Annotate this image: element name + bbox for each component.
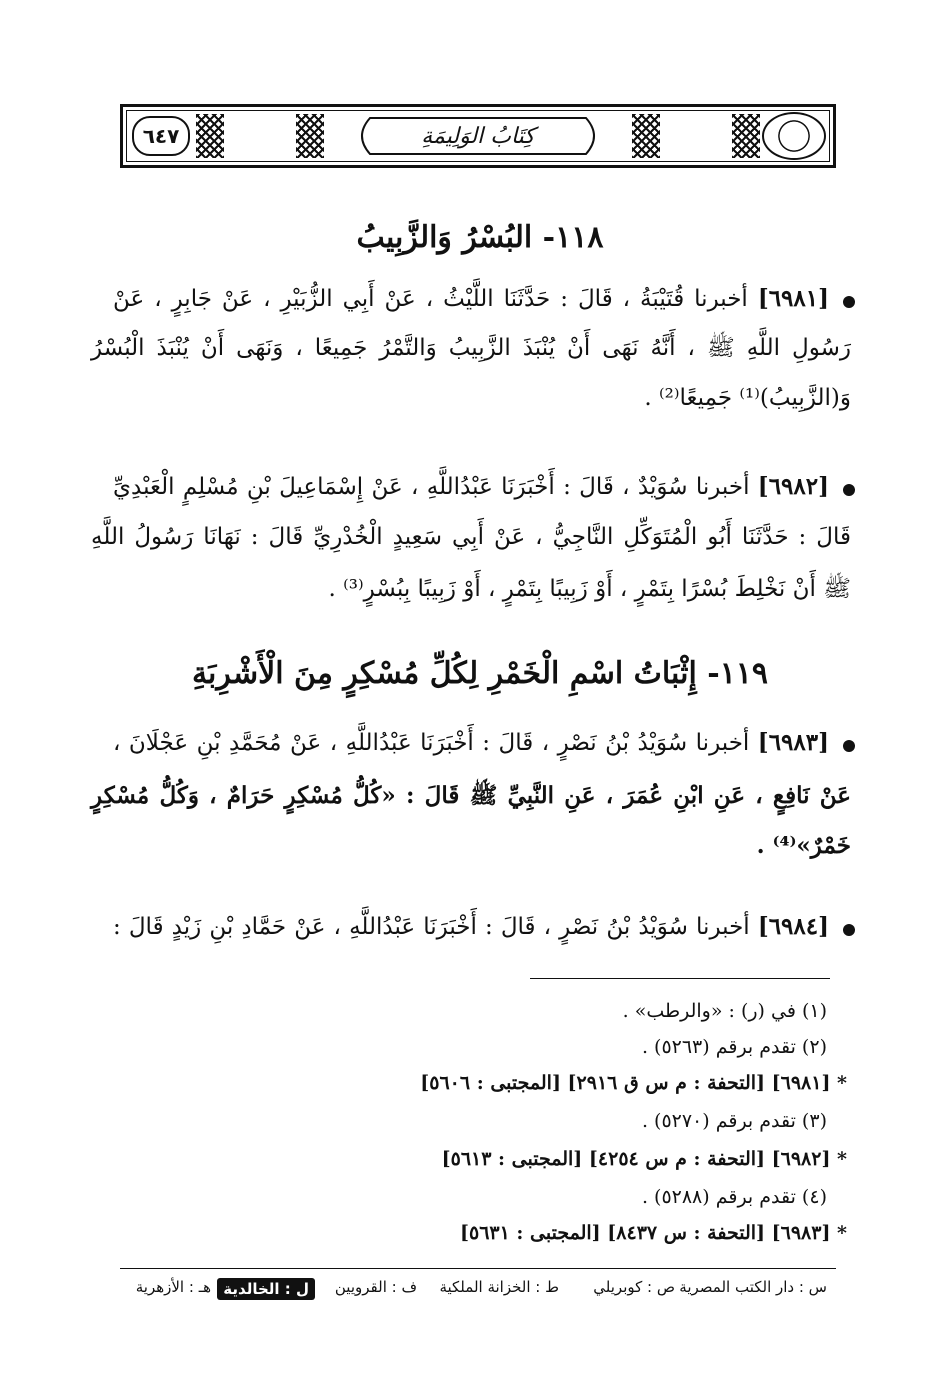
hadith-line: خَمْرٌ»⁽⁴⁾ . bbox=[756, 832, 851, 859]
hadith-number: [٦٩٨٢] bbox=[757, 473, 829, 500]
page-header bbox=[120, 104, 836, 168]
hadith-line bbox=[113, 731, 829, 755]
footnote: (١) في (ر) : «والرطب» . bbox=[622, 1000, 827, 1022]
hadith-text: أخبرنا سُوَيْدُ بْنُ نَصْرٍ ، قَالَ : أَخْبَرَنَا عَبْدُاللَّهِ ، عَنْ مُحَمَّدِ بْنِ عَجْلَانَ ، bbox=[113, 730, 750, 756]
footnote: (٣) تقدم برقم (٥٢٧٠) . bbox=[641, 1110, 827, 1132]
ornament-icon bbox=[732, 114, 760, 158]
ornament-icon bbox=[196, 114, 224, 158]
manuscript-key-item: ص : كوبريلي bbox=[593, 1278, 675, 1296]
bullet-icon bbox=[843, 296, 855, 308]
hadith-line: ﷺ أَنْ نَخْلِطَ بُسْرًا بِتَمْرٍ ، أَوْ زَبِيبًا بِتَمْرٍ ، أَوْ زَبِيبًا بِبُسْرٍ⁽³⁾ . bbox=[328, 576, 851, 602]
manuscript-key-item: ط : الخزانة الملكية bbox=[439, 1278, 559, 1296]
book-title: كِتَابُ الوَلِيمَةِ bbox=[421, 123, 535, 149]
page-number: ٦٤٧ bbox=[142, 124, 180, 148]
bullet-icon bbox=[843, 484, 855, 496]
footnote-reference: * [٦٩٨٣] [التحفة : س ٨٤٣٧] [المجتبى : ٥٦٣١] bbox=[459, 1222, 847, 1244]
footnote: (٤) تقدم برقم (٥٢٨٨) . bbox=[641, 1186, 827, 1208]
footnote: (٢) تقدم برقم (٥٢٦٣) . bbox=[641, 1036, 827, 1058]
book-title-cartouche bbox=[350, 114, 606, 158]
bullet-icon bbox=[843, 924, 855, 936]
hadith-line: عَنْ نَافِعٍ ، عَنِ ابْنِ عُمَرَ ، عَنِ النَّبِيِّ ﷺ قَالَ : «كُلُّ مُسْكِرٍ حَرَامٌ ، وَكُلُّ مُسْكِرٍ bbox=[91, 782, 851, 809]
hadith-line bbox=[113, 475, 829, 499]
hadith-text: أخبرنا سُوَيْدٌ ، قَالَ : أَخْبَرَنَا عَبْدُاللَّهِ ، عَنْ إِسْمَاعِيلَ بْنِ مُسْلِمٍ الْعَبْدِيِّ bbox=[113, 474, 750, 500]
manuscript-key-item: هـ : الأزهرية bbox=[135, 1278, 211, 1296]
section-title: ١١٨- البُسْرُ وَالزَّبِيبُ bbox=[356, 220, 604, 255]
manuscript-key-item: ف : القرويين bbox=[334, 1278, 417, 1296]
hadith-line bbox=[113, 287, 829, 311]
hadith-line bbox=[113, 915, 829, 939]
manuscript-key-highlight: ل : الخالدية bbox=[217, 1278, 315, 1300]
section-title: ١١٩- إِثْبَاتُ اسْمِ الْخَمْرِ لِكُلِّ مُسْكِرٍ مِنَ الْأَشْرِبَةِ bbox=[191, 656, 769, 691]
footnote-reference: * [٦٩٨١] [التحفة : م س ق ٢٩١٦] [المجتبى : ٥٦٠٦] bbox=[420, 1072, 847, 1094]
footnote-reference: * [٦٩٨٢] [التحفة : م س ٤٢٥٤] [المجتبى : ٥٦١٣] bbox=[441, 1148, 847, 1170]
hadith-text: أخبرنا سُوَيْدُ بْنُ نَصْرٍ ، قَالَ : أَخْبَرَنَا عَبْدُاللَّهِ ، عَنْ حَمَّادِ بْنِ زَيْدٍ قَالَ : bbox=[113, 914, 750, 940]
hadith-number: [٦٩٨٤] bbox=[757, 913, 830, 940]
manuscript-key-item: س : دار الكتب المصرية bbox=[679, 1278, 827, 1296]
hadith-text: أخبرنا قُتَيْبَةُ ، قَالَ : حَدَّثَنَا اللَّيْثُ ، عَنْ أَبِي الزُّبَيْرِ ، عَنْ جَابِرٍ ، عَنْ bbox=[113, 286, 748, 312]
hadith-line: قَالَ : حَدَّثَنَا أَبُو الْمُتَوَكِّلِ النَّاجِيُّ ، عَنْ أَبِي سَعِيدٍ الْخُدْرِيِّ قَالَ : نَهَانَا رَسُولُ اللَّهِ bbox=[91, 524, 851, 550]
footnote-separator bbox=[530, 978, 830, 979]
hadith-line: رَسُولِ اللَّهِ ﷺ ، أَنَّهُ نَهَى أَنْ يُنْبَذَ الزَّبِيبُ وَالتَّمْرُ جَمِيعًا ، وَنَهَى أَنْ يُنْبَذَ الْبُسْرُ bbox=[91, 335, 851, 361]
page-number-badge bbox=[132, 116, 190, 156]
ornament-icon bbox=[632, 114, 660, 158]
seal-emblem-icon bbox=[762, 112, 826, 160]
bullet-icon bbox=[843, 740, 855, 752]
footer-separator bbox=[120, 1268, 836, 1269]
hadith-number: [٦٩٨١] bbox=[757, 285, 830, 312]
hadith-line: وَ(الزَّبِيبُ)⁽¹⁾ جَمِيعًا⁽²⁾ . bbox=[644, 385, 851, 411]
hadith-number: [٦٩٨٣] bbox=[757, 729, 829, 756]
cartouche-border-icon bbox=[350, 114, 606, 158]
ornament-icon bbox=[296, 114, 324, 158]
